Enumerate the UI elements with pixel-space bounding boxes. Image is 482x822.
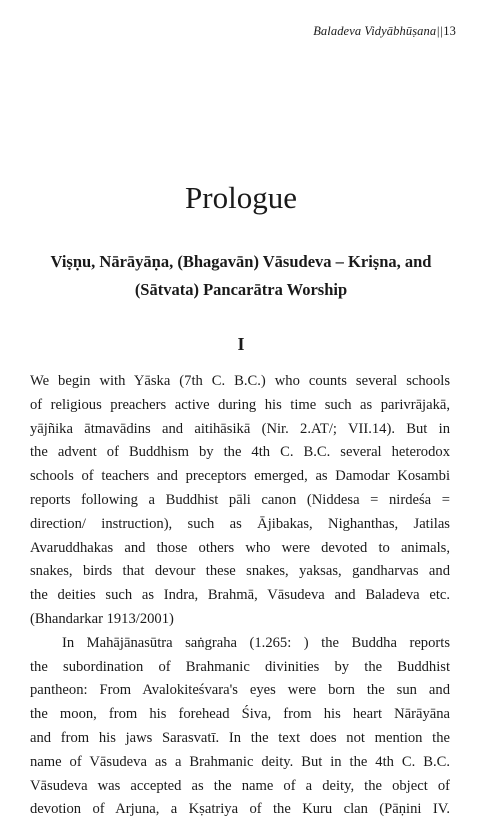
page-number: 13 [443,24,456,38]
text-line: schools of teachers and preceptors emerged, as Damodar Kosambi [30,468,450,485]
running-title: Baladeva Vidyābhūṣana [313,24,437,38]
subtitle-line: (Sātvata) Pancarātra Worship [134,280,348,299]
text-line: and from his jaws Sarasvatī. In the text does not mention the [30,729,450,746]
text-line: devotion of Arjuna, a Kṣatriya of the Kuru clan (Pāṇini IV. [30,801,450,818]
text-line: yājñika ātmavādins and aitihāsikā (Nir. 2.AT/; VII.14). But in [30,420,450,437]
text-line: (Bhandarkar 1913/2001) [30,610,174,627]
paragraph-2 [30,632,450,822]
text-line: Vāsudeva was accepted as the name of a deity, the object of [30,777,450,794]
subtitle [30,248,452,304]
text-line: the advent of Buddhism by the 4th C. B.C. several heterodox [30,444,450,461]
subtitle-line: Viṣṇu, Nārāyāṇa, (Bhagavān) Vāsudeva – Kriṣna, and [50,252,432,271]
text-line: snakes, birds that devour these snakes, yaksas, gandharvas and [30,563,450,580]
text-line: We begin with Yāska (7th C. B.C.) who counts several schools [30,373,450,389]
text-line: name of Vāsudeva as a Brahmanic deity. But in the 4th C. B.C. [30,753,450,770]
paragraph-1 [30,370,450,632]
text-line: of religious preachers active during his time such as parivrājakā, [30,396,450,413]
text-line: the subordination of Brahmanic divinities by the Buddhist [30,658,450,675]
section-number: I [237,334,245,354]
body-text [30,370,450,822]
text-line: In Mahājānasūtra saṅgraha (1.265: ) the Buddha reports [62,634,450,651]
text-line: Avaruddhakas and those others who were devoted to animals, [30,539,450,556]
text-line: reports following a Buddhist pāli canon (Niddesa = nirdeśa = [30,491,450,508]
text-line: the moon, from his forehead Śiva, from his heart Nārāyāna [30,706,450,723]
text-line: the deities such as Indra, Brahmā, Vāsudeva and Baladeva etc. [30,587,450,604]
header-separator: || [436,24,444,38]
text-line: direction/ instruction), such as Ājibakas, Nighanthas, Jatilas [30,515,450,532]
text-line: pantheon: From Avalokiteśvara's eyes were born the sun and [30,682,450,699]
running-header [313,24,456,39]
chapter-title: Prologue [185,180,297,215]
